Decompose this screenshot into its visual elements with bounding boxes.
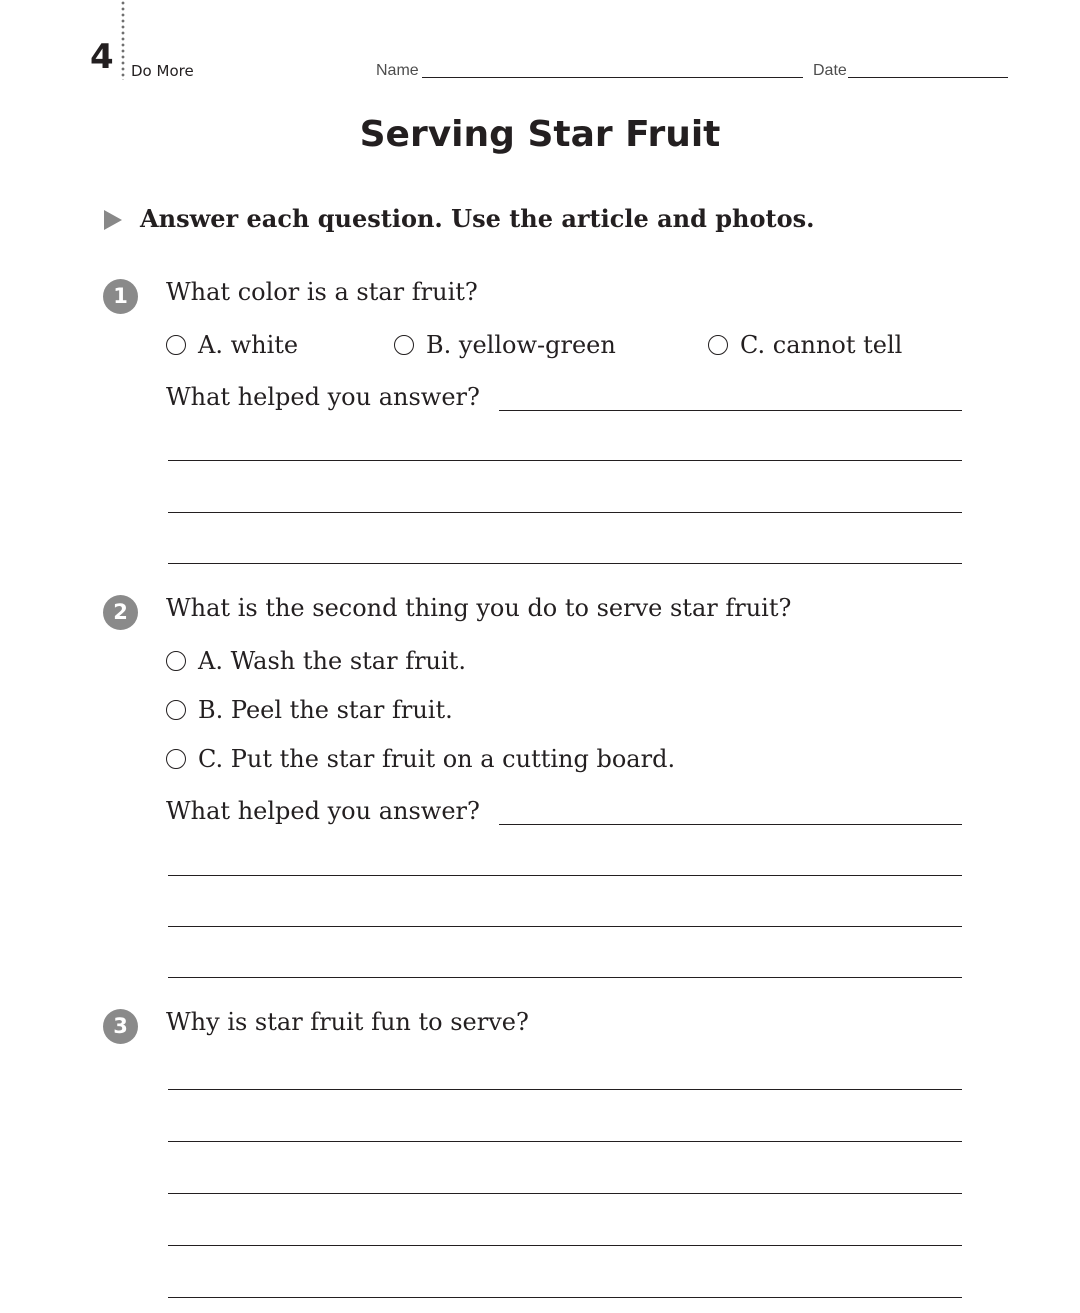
question-1-answer-line[interactable] [168, 512, 962, 513]
question-2-option-b[interactable] [166, 696, 453, 724]
question-1-answer-line[interactable] [168, 563, 962, 564]
instructions: Answer each question. Use the article and photos. [140, 204, 815, 233]
play-arrow-icon [104, 210, 122, 230]
radio-circle-icon[interactable] [166, 651, 186, 671]
option-label: C. cannot tell [740, 331, 903, 359]
section-label: Do More [131, 62, 194, 80]
question-2-option-c[interactable] [166, 745, 675, 773]
option-label: B. yellow-green [426, 331, 616, 359]
radio-circle-icon[interactable] [166, 335, 186, 355]
radio-circle-icon[interactable] [166, 700, 186, 720]
question-2-answer-line[interactable] [499, 824, 962, 825]
question-1-option-c[interactable] [708, 331, 902, 359]
question-3-answer-line[interactable] [168, 1297, 962, 1298]
radio-circle-icon[interactable] [708, 335, 728, 355]
question-1-option-a[interactable] [166, 331, 298, 359]
worksheet-title: Serving Star Fruit [359, 114, 721, 155]
question-3-number: 3 [103, 1009, 138, 1044]
question-2-number: 2 [103, 595, 138, 630]
question-1-option-b[interactable] [394, 331, 616, 359]
question-3-answer-line[interactable] [168, 1193, 962, 1194]
question-2-answer-line[interactable] [168, 926, 962, 927]
question-3-answer-line[interactable] [168, 1089, 962, 1090]
name-label: Name [376, 62, 419, 79]
question-2-answer-line[interactable] [168, 977, 962, 978]
option-label: A. white [198, 331, 299, 359]
question-2-prompt: What helped you answer? [166, 797, 480, 825]
question-1-text: What color is a star fruit? [166, 278, 478, 306]
question-1-number: 1 [103, 279, 138, 314]
radio-circle-icon[interactable] [394, 335, 414, 355]
radio-circle-icon[interactable] [166, 749, 186, 769]
question-1-answer-line[interactable] [168, 460, 962, 461]
question-3-answer-line[interactable] [168, 1245, 962, 1246]
page-number: 4 [90, 37, 114, 77]
question-1-answer-line[interactable] [499, 410, 962, 411]
page-tab-dots [121, 0, 125, 80]
question-3-text: Why is star fruit fun to serve? [166, 1008, 529, 1036]
name-field[interactable] [422, 77, 803, 78]
question-2-option-a[interactable] [166, 647, 466, 675]
date-label: Date [813, 62, 847, 79]
date-field[interactable] [848, 77, 1008, 78]
option-label: C. Put the star fruit on a cutting board. [198, 745, 676, 773]
question-1-prompt: What helped you answer? [166, 383, 480, 411]
question-2-answer-line[interactable] [168, 875, 962, 876]
question-3-answer-line[interactable] [168, 1141, 962, 1142]
option-label: B. Peel the star fruit. [198, 696, 453, 724]
option-label: A. Wash the star fruit. [198, 647, 466, 675]
question-2-text: What is the second thing you do to serve star fruit? [166, 594, 792, 622]
